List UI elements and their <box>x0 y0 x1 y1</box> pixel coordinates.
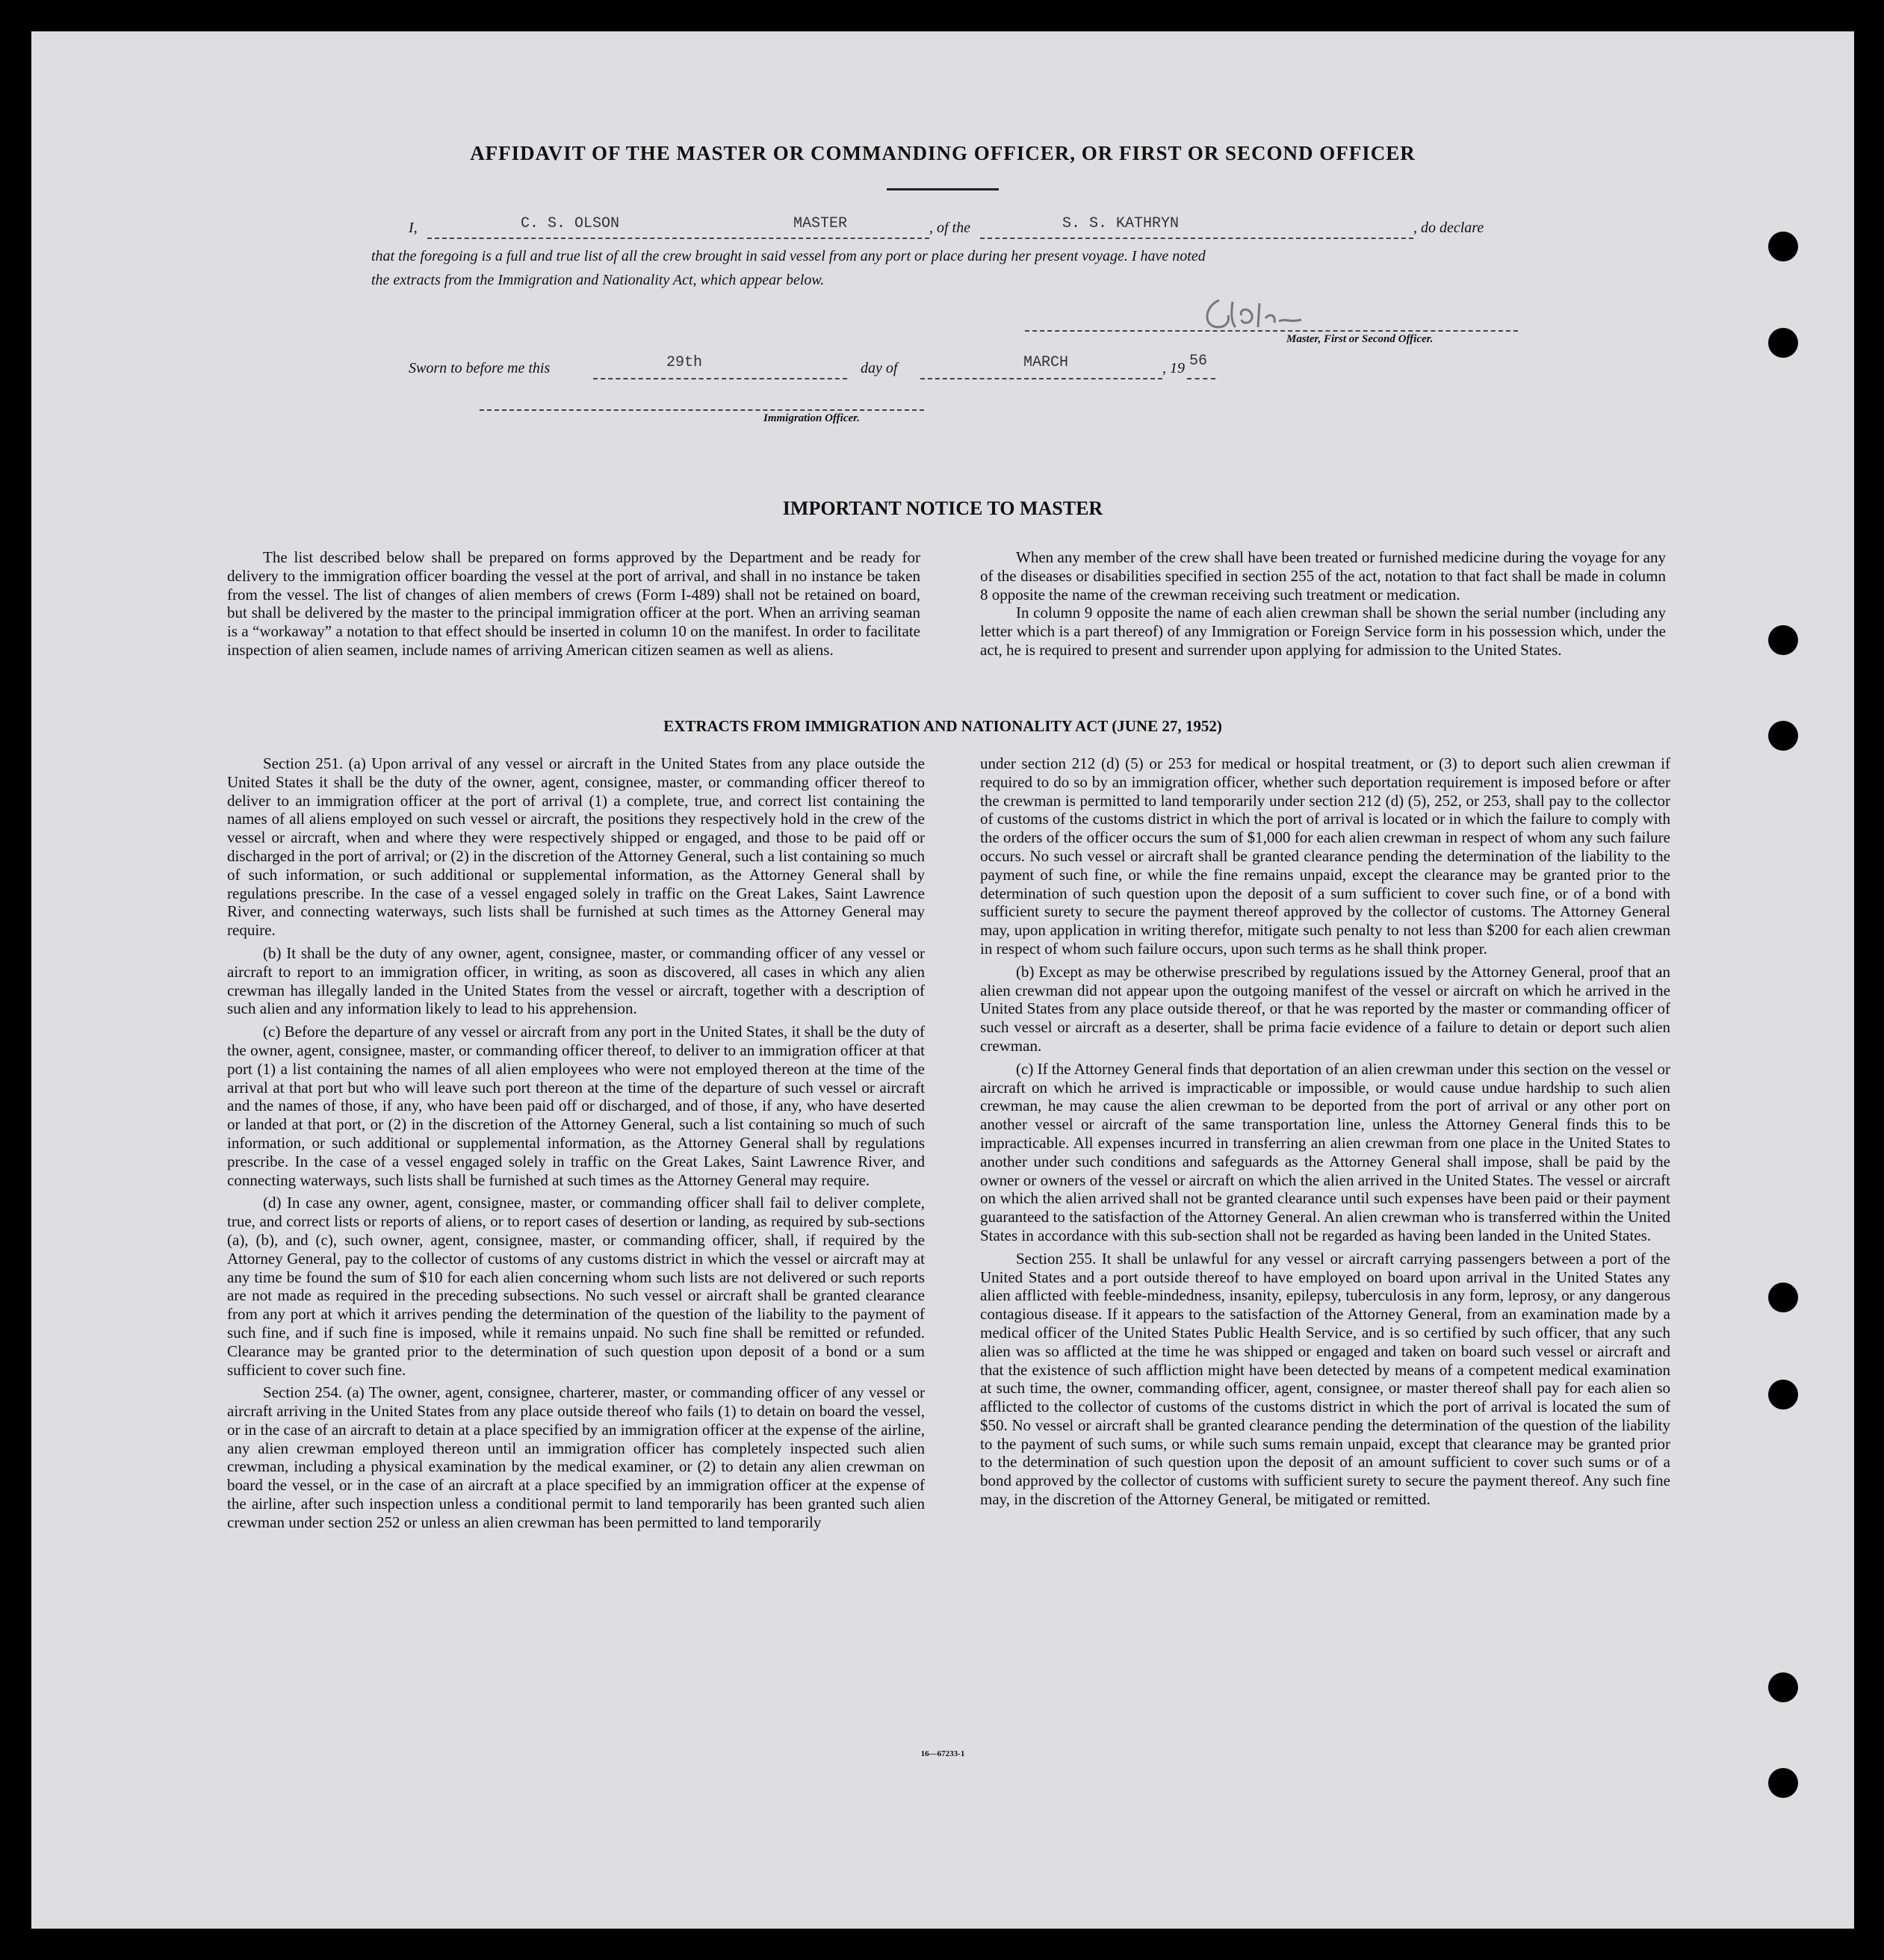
signature-line <box>1025 330 1518 332</box>
do-declare-label: , do declare <box>1413 220 1484 236</box>
notice-right-column <box>980 548 1666 664</box>
name-line <box>427 238 929 239</box>
officer-caption: Immigration Officer. <box>763 412 860 424</box>
of-the-label: , of the <box>929 220 970 236</box>
punch-hole <box>1768 328 1798 358</box>
section-254-b: (b) Except as may be otherwise prescribed by regulations issued by the Attorney General, proof that an alien crewman did not appear upon the outgoing manifest of the vessel or aircraft on which he arrived in the United States from any place outside thereof, or that he was reported by the master or commanding officer of such vessel or aircraft as a deserter, shall be prima facie evidence of a failure to detain or deport such alien crewman. <box>980 962 1670 1055</box>
notice-right-paragraph-2: In column 9 opposite the name of each alien crewman shall be shown the serial number (including any letter which is a part thereof) of any Immigration or Foreign Service form in his possession which, under the act, he is required to present and surrender upon applying for admission to the United States. <box>980 604 1666 659</box>
signature-caption: Master, First or Second Officer. <box>1286 333 1434 345</box>
vessel-name: S. S. KATHRYN <box>1062 215 1180 232</box>
declaration-line-1: that the foregoing is a full and true list of all the crew brought in said vessel from any port or place during her present voyage. I have noted <box>371 248 1206 264</box>
sworn-month: MARCH <box>1023 354 1069 371</box>
month-line <box>920 378 1162 379</box>
officer-line <box>480 409 924 411</box>
notice-left-column <box>227 548 920 664</box>
section-251-b: (b) It shall be the duty of any owner, agent, consignee, master, or commanding officer of any vessel or aircraft to report to an immigration officer, in writing, as soon as discovered, all cases in which any alien crewman has illegally landed in the United States from the vessel or aircraft, together with a description of such alien and any information likely to lead to his apprehension. <box>227 943 925 1018</box>
punch-hole <box>1768 1768 1798 1798</box>
notice-right-paragraph-1: When any member of the crew shall have been treated or furnished medicine during the voyage for any of the diseases or disabilities specified in section 255 of the act, notation to that fact shall be made in column 8 opposite the name of the crewman receiving such treatment or medication. <box>980 548 1666 604</box>
extracts-left-column <box>227 754 925 1536</box>
section-251-c: (c) Before the departure of any vessel or aircraft from any port in the United States, it shall be the duty of the owner, agent, consignee, master, or commanding officer thereof, to deliver to an immigration officer at that port (1) a list containing the names of all alien employees who were not employed thereon at the time of the arrival at that port but who will leave such port thereon at the time of the departure of such vessel or aircraft and the names of those, if any, who have been paid off or discharged, and of those, if any, who have deserted or landed at that port, or (2) in the discretion of the Attorney General, such a list containing so much of such information, or such additional or supplemental information, as the Attorney General shall by regulations prescribe. In the case of a vessel engaged solely in traffic on the Great Lakes, Saint Lawrence River, and connecting waterways, such lists shall be furnished at such times as the Attorney General may require. <box>227 1023 925 1189</box>
punch-hole <box>1768 1283 1798 1312</box>
notice-title: IMPORTANT NOTICE TO MASTER <box>782 497 1103 519</box>
punch-hole <box>1768 721 1798 751</box>
declaration-line-2: the extracts from the Immigration and Nationality Act, which appear below. <box>371 272 825 288</box>
section-254-a-continued: under section 212 (d) (5) or 253 for medical or hospital treatment, or (3) to deport such alien crewman if required to do so by an immigration officer, whether such deportation requirement is imposed before or after the crewman is permitted to land temporarily under section 212 (d) (5), 252, or 253, shall pay to the collector of customs of the customs district in which the port of arrival is located or in which the failure to comply with the orders of the officer occurs the sum of $1,000 for each alien crewman in respect of whom any such failure occurs. No such vessel or aircraft shall be granted clearance pending the determination of the liability to the payment of such fine, or while the fine remains unpaid, except the clearance may be granted prior to the determination of such question upon the deposit of a sum sufficient to cover such fine, or of a bond with sufficient surety to secure the payment thereof approved by the collector of customs. The Attorney General may, upon application in writing therefor, mitigate such penalty to not less than $200 for each alien crewman in respect of whom such failure occurs, upon such terms as he shall think proper. <box>980 754 1670 958</box>
extracts-right-column <box>980 754 1670 1513</box>
punch-hole <box>1768 1380 1798 1409</box>
sworn-year: 56 <box>1189 353 1208 370</box>
punch-hole <box>1768 1672 1798 1702</box>
document-page <box>31 31 1854 1929</box>
title-rule <box>887 188 999 190</box>
section-254-a: Section 254. (a) The owner, agent, consignee, charterer, master, or commanding officer of any vessel or aircraft arriving in the United States from any place outside thereof who fails (1) to detain on board the vessel, or in the case of an aircraft to detain at a place specified by an immigration officer at the expense of the airline, any alien crewman employed thereon until an immigration officer has completely inspected such alien crewman, including a physical examination by the medical examiner, or (2) to detain any alien crewman on board the vessel, or in the case of an aircraft at a place specified by an immigration officer at the expense of the airline, after such inspection unless a conditional permit to land temporarily has been granted such alien crewman under section 252 or unless an alien crewman has been permitted to land temporarily <box>227 1383 925 1531</box>
master-name: C. S. OLSON <box>521 215 620 232</box>
section-254-c: (c) If the Attorney General finds that deportation of an alien crewman under this section on the vessel or aircraft on which he arrived is impracticable or impossible, or would cause undue hardship to such alien crewman, he may cause the alien crewman to be deported from the port of arrival or any other port on another vessel or aircraft of the same transportation line, unless the Attorney General finds this to be impracticable. All expenses incurred in transferring an alien crewman from one place in the United States to another under such conditions and safeguards as the Attorney General shall impose, shall be paid by the owner or owners of the vessel or aircraft on which the alien arrived in the United States. The vessel or aircraft on which the alien arrived shall not be granted clearance until such expenses have been paid or their payment guaranteed to the satisfaction of the Attorney General. An alien crewman who is transferred within the United States in accordance with this sub-section shall not be regarded as having been landed in the United States. <box>980 1059 1670 1244</box>
day-of-label: day of <box>861 360 898 376</box>
extracts-title: EXTRACTS FROM IMMIGRATION AND NATIONALITY ACT (JUNE 27, 1952) <box>663 717 1222 735</box>
vessel-line <box>980 238 1413 239</box>
year-prefix: , 19 <box>1162 360 1185 376</box>
form-code: 16—67233-1 <box>920 1749 965 1758</box>
section-251-a: Section 251. (a) Upon arrival of any vessel or aircraft in the United States from any place outside the United States it shall be the duty of the owner, agent, consignee, master, or commanding officer thereof to deliver to an immigration officer at the port of arrival (1) a complete, true, and correct list containing the names of all aliens employed on such vessel or aircraft, the positions they respectively hold in the crew of the vessel or aircraft, when and where they were respectively shipped or engaged, and those to be paid off or discharged in the port of arrival; or (2) in the discretion of the Attorney General, such a list containing so much of such information, or such additional or supplemental information, as the Attorney General shall by regulations prescribe. In the case of a vessel engaged solely in traffic on the Great Lakes, Saint Lawrence River, and connecting waterways, such lists shall be furnished at such times as the Attorney General may require. <box>227 754 925 940</box>
notice-left-paragraph: The list described below shall be prepared on forms approved by the Department and be ready for delivery to the immigration officer boarding the vessel at the port of arrival, and shall in no instance be taken from the vessel. The list of changes of alien members of crews (Form I-489) shall not be retained on board, but shall be delivered by the master to the principal immigration officer at the port. When an arriving seaman is a “workaway” a notation to that effect should be inserted in column 10 on the manifest. In order to facilitate inspection of alien seamen, include names of arriving American citizen seamen as well as aliens. <box>227 548 920 659</box>
affidavit-title: AFFIDAVIT OF THE MASTER OR COMMANDING OFFICER, OR FIRST OR SECOND OFFICER <box>470 142 1416 164</box>
prefix-i: I, <box>409 220 418 236</box>
master-rank: MASTER <box>793 215 848 232</box>
sworn-label: Sworn to before me this <box>409 360 551 376</box>
punch-hole <box>1768 625 1798 655</box>
section-251-d: (d) In case any owner, agent, consignee, master, or commanding officer shall fail to deliver complete, true, and correct lists or reports of aliens, or to report cases of desertion or landing, as required by sub-sections (a), (b), and (c), such owner, agent, consignee, master, or commanding officer, shall, if required by the Attorney General, pay to the collector of customs of any customs district in which the vessel or aircraft may at any time be found the sum of $10 for each alien concerning whom such lists are not delivered or such reports are not made as required in the preceding subsections. No such vessel or aircraft shall be granted clearance from any port at which it arrives pending the determination of the question of the liability to the payment of such fine, and if such fine is imposed, while it remains unpaid. No such fine shall be remitted or refunded. Clearance may be granted prior to the determination of such question upon deposit of a bond or a sum sufficient to cover such fine. <box>227 1194 925 1379</box>
year-line <box>1187 378 1215 379</box>
section-255: Section 255. It shall be unlawful for any vessel or aircraft carrying passengers between a port of the United States and a port outside thereof to have employed on board upon arrival in the United States any alien afflicted with feeble-mindedness, insanity, epilepsy, tuberculosis in any form, leprosy, or any dangerous contagious disease. If it appears to the satisfaction of the Attorney General, from an examination made by a medical officer of the United States Public Health Service, and is so certified by such officer, that any such alien was so afflicted at the time he was shipped or engaged and taken on board such vessel or aircraft and that the existence of such affliction might have been detected by means of a competent medical examination at such time, the owner, commanding officer, agent, consignee, or master thereof shall pay for each alien so afflicted to the collector of customs of the customs district in which the port of arrival is located the sum of $50. No vessel or aircraft shall be granted clearance pending the determination of the question of the liability to the payment of such sums, or while such sums remain unpaid, except that clearance may be granted prior to the determination of such question upon the deposit of an amount sufficient to cover such sums or of a bond approved by the collector of customs with sufficient surety to secure the payment thereof. Any such fine may, in the discretion of the Attorney General, be mitigated or remitted. <box>980 1249 1670 1509</box>
day-line <box>593 378 847 379</box>
sworn-day: 29th <box>666 354 703 371</box>
punch-hole <box>1768 232 1798 261</box>
